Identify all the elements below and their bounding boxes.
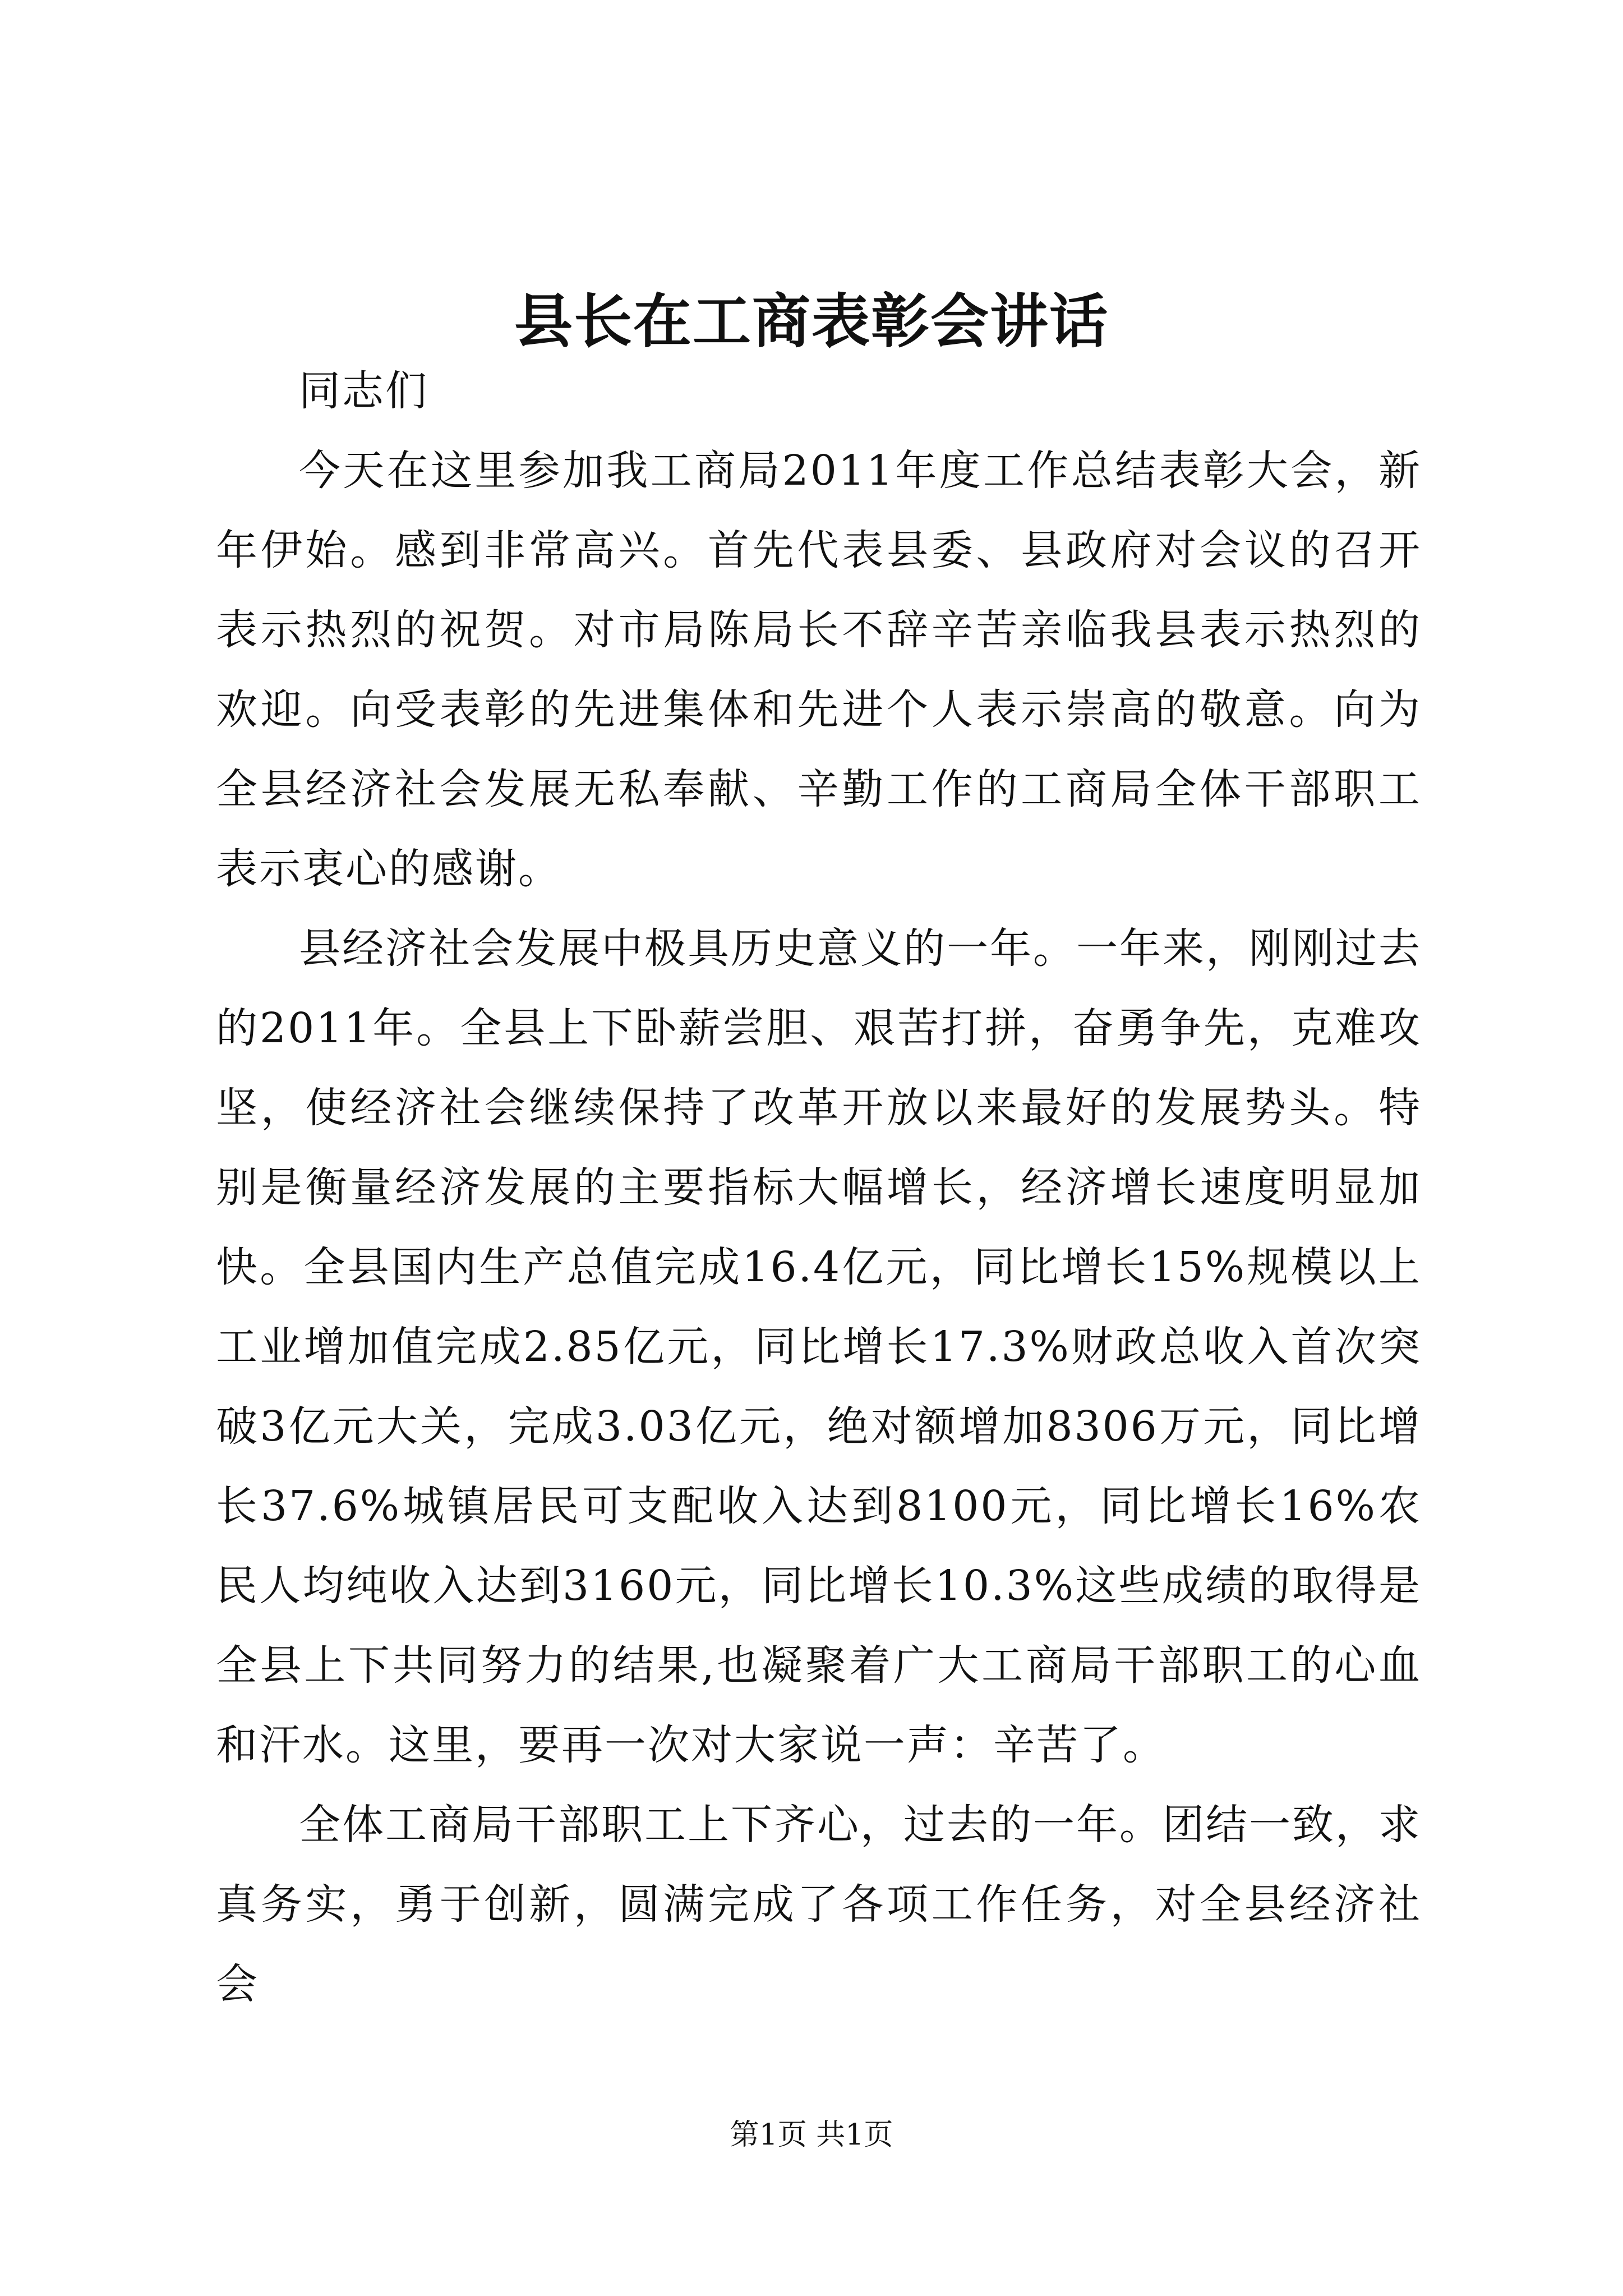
body-paragraph-2: 县经济社会发展中极具历史意义的一年。一年来，刚刚过去的2011年。全县上下卧薪尝胆、艰苦打拼，奋勇争先，克难攻坚，使经济社会继续保持了改革开放以来最好的发展势头。特别是衡量经济发展的主要指标大幅增长，经济增长速度明显加快。全县国内生产总值完成16.4亿元，同比增长15%规模以上工业增加值完成2.85亿元，同比增长17.3%财政总收入首次突破3亿元大关，完成3.03亿元，绝对额增加8306万元，同比增长37.6%城镇居民可支配收入达到8100元，同比增长16%农民人均纯收入达到3160元，同比增长10.3%这些成绩的取得是全县上下共同努力的结果,也凝聚着广大工商局干部职工的心血和汗水。这里，要再一次对大家说一声：辛苦了。 <box>216 924 1422 1769</box>
page-footer-indicator: 第1页 共1页 <box>730 2118 893 2152</box>
document-title: 县长在工商表彰会讲话 <box>514 287 1109 356</box>
document-body <box>216 351 1422 2024</box>
body-paragraph-1: 今天在这里参加我工商局2011年度工作总结表彰大会，新年伊始。感到非常高兴。首先代表县委、县政府对会议的召开表示热烈的祝贺。对市局陈局长不辞辛苦亲临我县表示热烈的欢迎。向受表彰的先进集体和先进个人表示崇高的敬意。向为全县经济社会发展无私奉献、辛勤工作的工商局全体干部职工表示衷心的感谢。 <box>216 447 1422 893</box>
salutation-paragraph: 同志们 <box>299 367 428 415</box>
body-paragraph-3: 全体工商局干部职工上下齐心，过去的一年。团结一致，求真务实，勇于创新，圆满完成了各项工作任务，对全县经济社会 <box>216 1801 1422 2008</box>
